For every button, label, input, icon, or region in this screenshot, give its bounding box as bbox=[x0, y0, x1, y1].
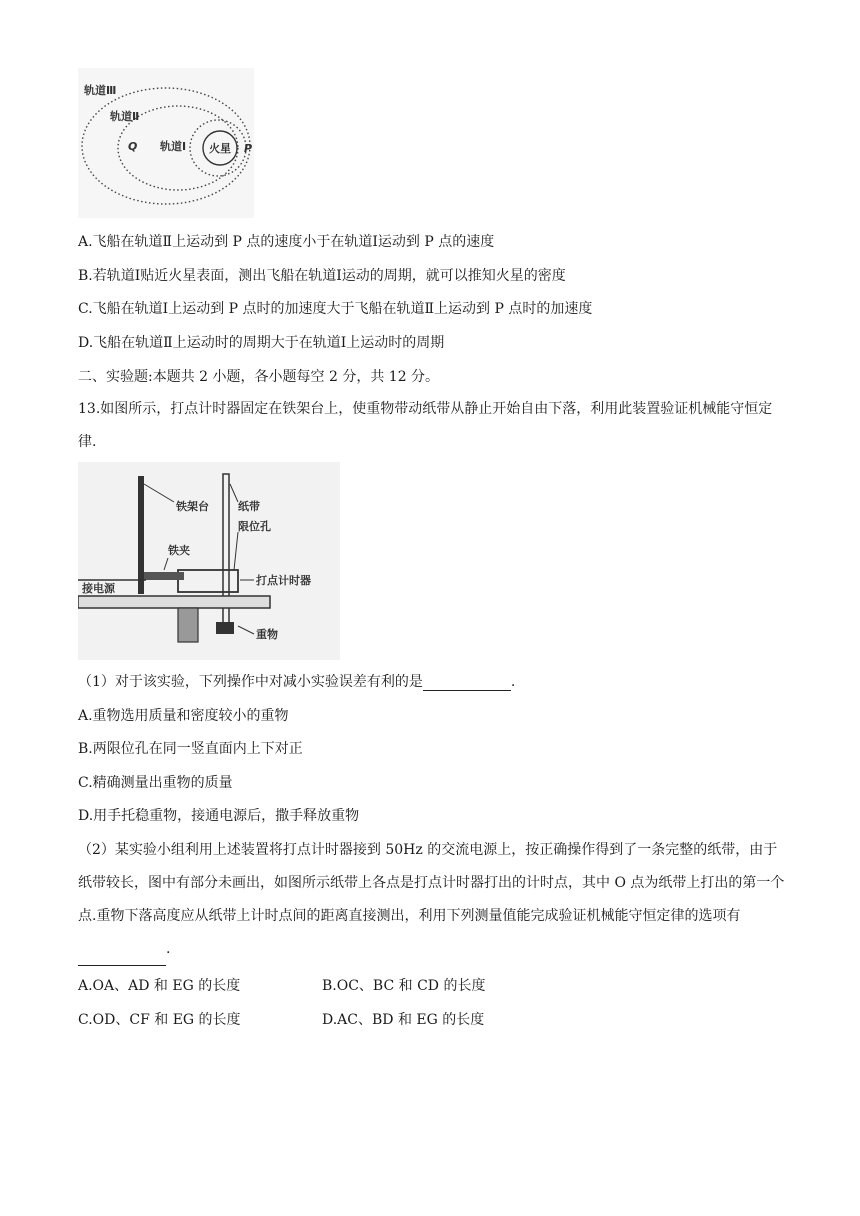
q13-part2-option-c: C.OD、CF 和 EG 的长度 bbox=[78, 1012, 241, 1028]
q13-part1-blank[interactable] bbox=[423, 676, 511, 691]
timer-label: 打点计时器 bbox=[256, 574, 311, 587]
q13-part1-option-c: C.精确测量出重物的质量 bbox=[78, 775, 233, 791]
q13-stem: 13.如图所示，打点计时器固定在铁架台上，使重物带动纸带从静止开始自由下落，利用此装置验证机械能守恒定律. bbox=[78, 401, 773, 450]
q12-option-b: B.若轨道Ⅰ贴近火星表面，测出飞船在轨道Ⅰ运动的周期，就可以推知火星的密度 bbox=[78, 268, 566, 284]
q13-part2-blank[interactable] bbox=[78, 951, 166, 966]
orbit-3-label: 轨道Ⅲ bbox=[84, 84, 117, 97]
weight-label: 重物 bbox=[256, 628, 278, 641]
table-leg bbox=[178, 608, 198, 642]
tape-label: 纸带 bbox=[238, 500, 260, 513]
stand-label: 铁架台 bbox=[176, 500, 209, 513]
q13-part1-option-d: D.用手托稳重物，接通电源后，撒手释放重物 bbox=[78, 808, 360, 824]
q12-option-a: A.飞船在轨道Ⅱ上运动到 P 点的速度小于在轨道Ⅰ运动到 P 点的速度 bbox=[78, 234, 495, 250]
q13-part1-text: （1）对于该实验，下列操作中对减小实验误差有利的是 bbox=[78, 674, 423, 690]
q13-part1-option-b: B.两限位孔在同一竖直面内上下对正 bbox=[78, 741, 303, 757]
point-q-label: Q bbox=[128, 140, 138, 153]
stand-rod bbox=[138, 476, 144, 594]
q13-part2-question bbox=[78, 834, 790, 966]
q13-part1-question bbox=[78, 673, 515, 691]
orbit-1-label: 轨道Ⅰ bbox=[160, 140, 187, 153]
section-2-heading: 二、实验题:本题共 2 小题，各小题每空 2 分，共 12 分。 bbox=[78, 369, 440, 385]
q13-part2-option-b: B.OC、BC 和 CD 的长度 bbox=[322, 978, 486, 994]
q12-option-d: D.飞船在轨道Ⅱ上运动时的周期大于在轨道Ⅰ上运动时的周期 bbox=[78, 335, 445, 351]
clamp bbox=[144, 572, 184, 580]
table-top bbox=[78, 596, 270, 608]
q13-part1-option-a: A.重物选用质量和密度较小的重物 bbox=[78, 708, 289, 724]
orbit-diagram bbox=[78, 68, 254, 218]
limit-hole-label: 限位孔 bbox=[238, 520, 271, 533]
q13-part2-text: （2）某实验小组利用上述装置将打点计时器接到 50Hz 的交流电源上，按正确操作得到了一条完整的纸带，由于纸带较长，图中有部分未画出，如图所示纸带上各点是打点计时器打出的计时点，其中 O 点为纸带上打出的第一个点.重物下落高度应从纸带上计时点间的距离直接测出，利用下列测量值能完成验证机械能守恒定律的选项有 bbox=[78, 842, 785, 924]
mars-label: 火星 bbox=[209, 142, 231, 155]
apparatus-diagram bbox=[78, 462, 340, 660]
q13-part2-option-d: D.AC、BD 和 EG 的长度 bbox=[322, 1012, 485, 1028]
point-p-label: P bbox=[244, 142, 253, 155]
q13-part2-option-a: A.OA、AD 和 EG 的长度 bbox=[78, 978, 241, 994]
q13-part2-suffix: . bbox=[166, 941, 171, 957]
weight bbox=[216, 622, 234, 634]
q12-option-c: C.飞船在轨道Ⅰ上运动到 P 点时的加速度大于飞船在轨道Ⅱ上运动到 P 点时的加速度 bbox=[78, 301, 593, 317]
q13-part1-suffix: . bbox=[510, 674, 516, 690]
orbit-2-label: 轨道Ⅱ bbox=[110, 110, 140, 123]
clamp-label: 铁夹 bbox=[168, 544, 190, 557]
power-label: 接电源 bbox=[82, 582, 115, 595]
